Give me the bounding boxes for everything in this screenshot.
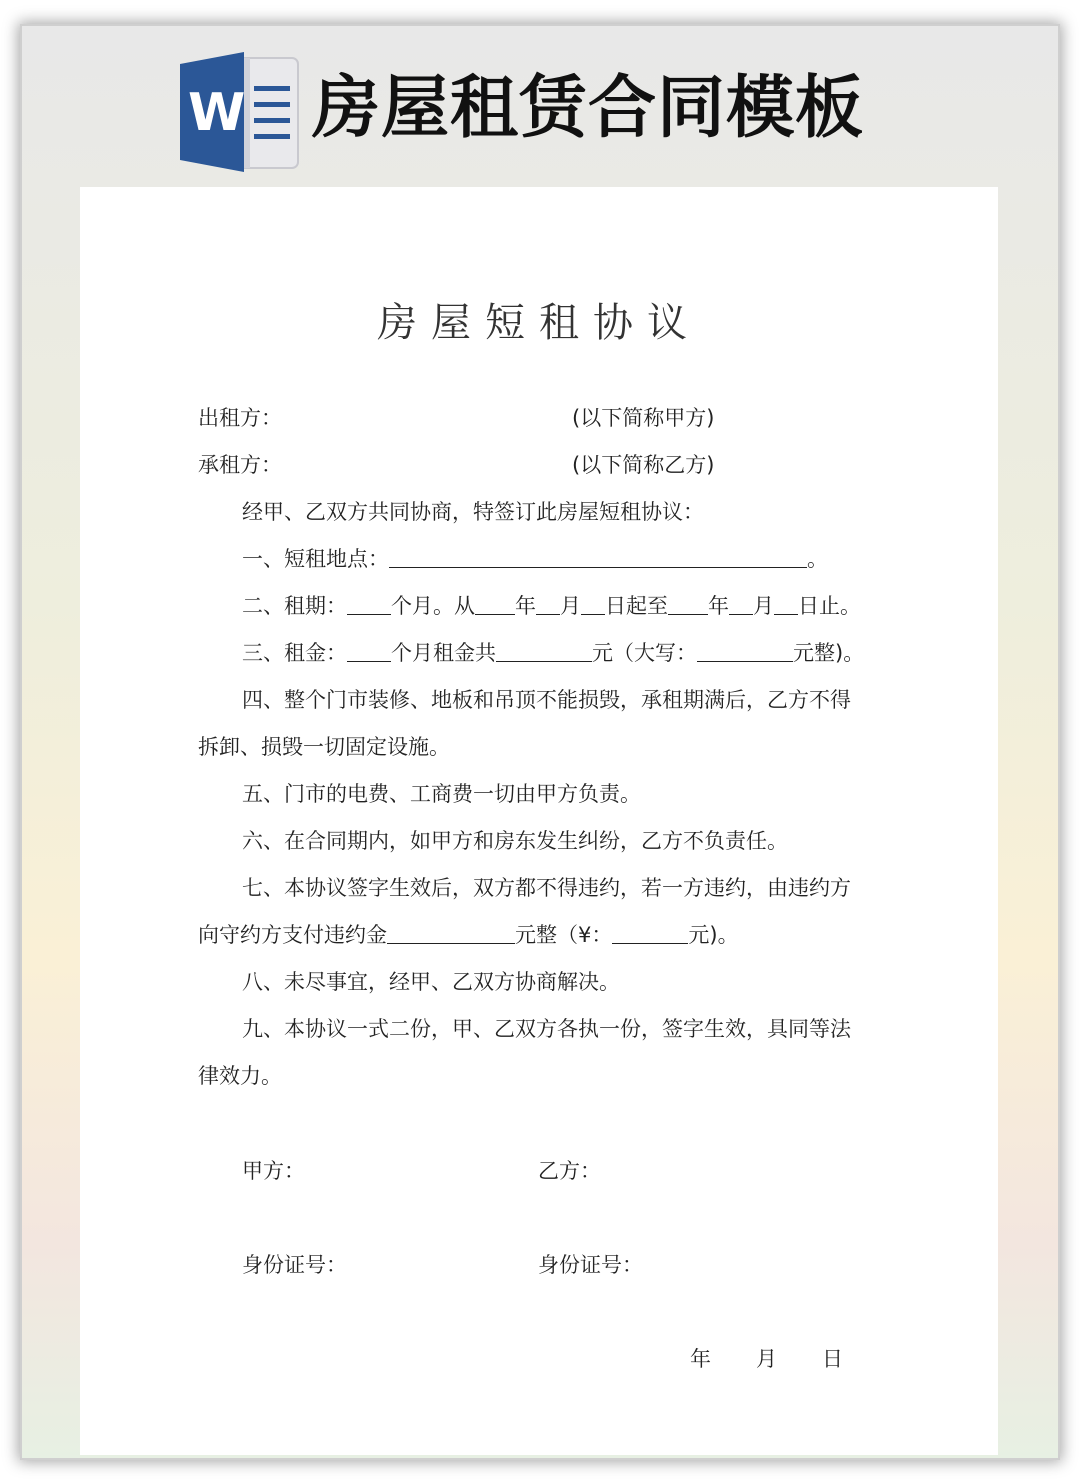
end-month-blank xyxy=(729,592,753,615)
clause-7-line-2 xyxy=(198,920,898,950)
clause-3-text: 个月租金共 xyxy=(391,641,496,665)
clause-2 xyxy=(242,591,942,621)
clause-2-text: 日止。 xyxy=(798,594,861,618)
lessor-note: (以下简称甲方) xyxy=(572,406,715,430)
end-day-blank xyxy=(774,592,798,615)
penalty-figure-blank xyxy=(612,921,688,944)
document-title: 房屋短租协议 xyxy=(377,300,701,346)
rent-uppercase-blank xyxy=(697,639,793,662)
clause-1-label: 一、短租地点： xyxy=(242,547,389,571)
clause-9-line-2: 律效力。 xyxy=(198,1064,282,1088)
end-year-blank xyxy=(668,592,708,615)
clause-2-text: 年 xyxy=(708,594,729,618)
lessee-label: 承租方： xyxy=(198,453,282,477)
clause-1 xyxy=(242,544,942,574)
banner-title: 房屋租赁合同模板 xyxy=(312,69,865,148)
date-day-label: 日 xyxy=(822,1347,843,1371)
banner xyxy=(22,26,1058,186)
party-a-signature-label: 甲方： xyxy=(242,1159,305,1183)
lessor-label: 出租方： xyxy=(198,406,282,430)
rent-months-blank xyxy=(347,639,391,662)
clause-7-text: 向守约方支付违约金 xyxy=(198,923,387,947)
clause-2-text: 年 xyxy=(515,594,536,618)
clause-7-line-1: 七、本协议签字生效后，双方都不得违约，若一方违约，由违约方 xyxy=(242,876,851,900)
clause-9-line-1: 九、本协议一式二份，甲、乙双方各执一份，签字生效，具同等法 xyxy=(242,1017,851,1041)
date-year-label: 年 xyxy=(690,1347,711,1371)
clause-4-line-1: 四、整个门市装修、地板和吊顶不能损毁，承租期满后，乙方不得 xyxy=(242,688,851,712)
party-b-signature-label: 乙方： xyxy=(538,1159,601,1183)
start-year-blank xyxy=(475,592,515,615)
party-a-id-label: 身份证号： xyxy=(242,1253,347,1277)
clause-3-label: 三、租金： xyxy=(242,641,347,665)
date-month-label: 月 xyxy=(756,1347,777,1371)
intro-paragraph: 经甲、乙双方共同协商，特签订此房屋短租协议： xyxy=(242,500,704,524)
clause-3 xyxy=(242,638,942,668)
rent-amount-blank xyxy=(496,639,592,662)
word-icon xyxy=(176,50,302,174)
word-icon-letter: W xyxy=(188,83,246,143)
start-day-blank xyxy=(581,592,605,615)
clause-7-text: 元)。 xyxy=(688,923,739,947)
clause-8: 八、未尽事宜，经甲、乙双方协商解决。 xyxy=(242,970,620,994)
party-b-id-label: 身份证号： xyxy=(538,1253,643,1277)
clause-1-end: 。 xyxy=(807,547,828,571)
clause-2-text: 日起至 xyxy=(605,594,668,618)
clause-5: 五、门市的电费、工商费一切由甲方负责。 xyxy=(242,782,641,806)
start-month-blank xyxy=(536,592,560,615)
clause-2-label: 二、租期： xyxy=(242,594,347,618)
lessee-line xyxy=(198,450,898,480)
location-blank xyxy=(389,545,807,568)
penalty-amount-blank xyxy=(387,921,515,944)
clause-3-text: 元（大写： xyxy=(592,641,697,665)
clause-2-text: 月 xyxy=(753,594,774,618)
months-blank xyxy=(347,592,391,615)
document-page xyxy=(80,187,998,1455)
lessee-note: (以下简称乙方) xyxy=(572,453,715,477)
clause-7-text: 元整（¥： xyxy=(515,923,613,947)
clause-2-text: 月 xyxy=(560,594,581,618)
lessor-line xyxy=(198,403,898,433)
clause-2-text: 个月。从 xyxy=(391,594,475,618)
clause-4-line-2: 拆卸、损毁一切固定设施。 xyxy=(198,735,450,759)
clause-6: 六、在合同期内，如甲方和房东发生纠纷，乙方不负责任。 xyxy=(242,829,788,853)
clause-3-text: 元整)。 xyxy=(793,641,865,665)
page-frame xyxy=(22,26,1058,1458)
